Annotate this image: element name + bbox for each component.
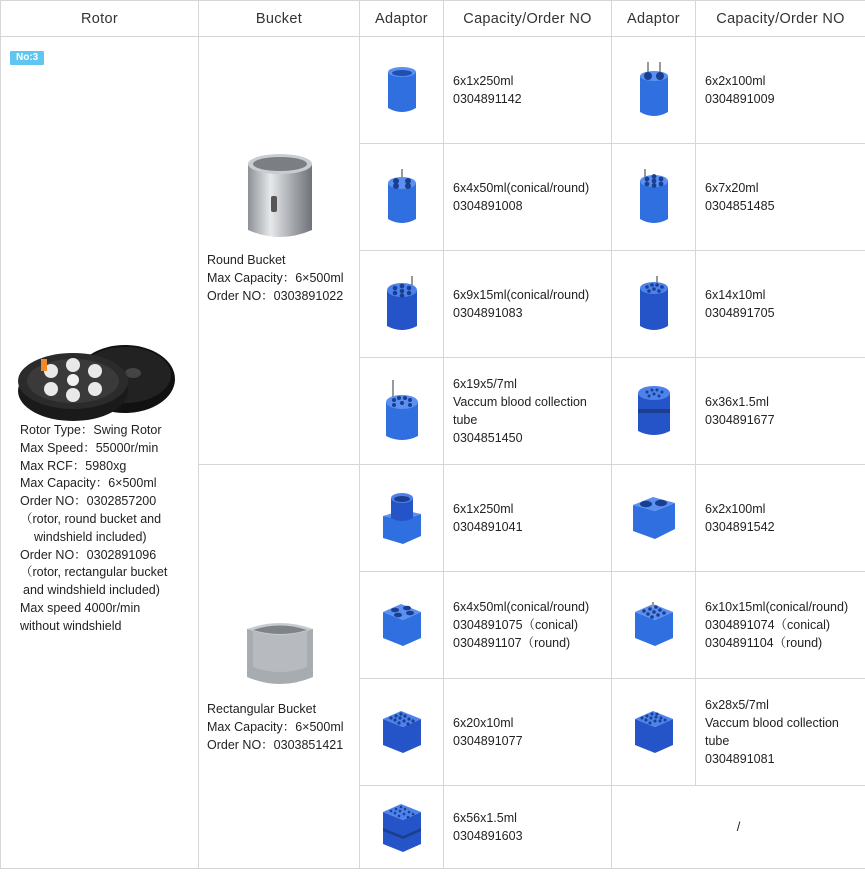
capacity-cell — [696, 37, 865, 144]
header-capacity: Capacity/Order NO — [444, 1, 612, 37]
round-bucket-image — [245, 152, 315, 244]
adaptor-image-cell — [612, 37, 696, 144]
rotor-spec-line: （rotor, round bucket and — [20, 511, 162, 526]
order-number: 0304891107（round) — [453, 636, 571, 650]
rotor-spec-line: Rotor Type：Swing Rotor — [20, 423, 162, 437]
rotor-specs — [20, 422, 167, 636]
adaptor-image-cell — [360, 358, 444, 465]
round-bucket-order: Order NO：0303891022 — [207, 288, 344, 303]
capacity-cell — [444, 144, 612, 251]
adaptor-rect-10x15-image — [631, 600, 677, 650]
adaptor-1x250-image — [384, 64, 420, 116]
order-number: 0304891142 — [453, 92, 522, 106]
order-number: 0304891041 — [453, 520, 523, 534]
order-number: 0304891083 — [453, 306, 523, 320]
adaptor-image-cell — [612, 572, 696, 679]
rect-bucket-order: Order NO：0303851421 — [207, 737, 344, 752]
capacity-text: 6x14x10ml — [705, 288, 766, 302]
table-row — [1, 37, 865, 144]
rotor-spec-line: Order NO：0302857200 — [20, 494, 157, 509]
rotor-spec-line: （rotor, rectangular bucket — [20, 565, 168, 580]
adaptor-image-cell — [360, 465, 444, 572]
order-number: 0304891009 — [705, 92, 775, 106]
round-bucket-info — [207, 252, 344, 305]
rotor-spec-line: without windshield — [20, 618, 122, 633]
adaptor-image-cell — [612, 251, 696, 358]
order-number: 0304891705 — [705, 306, 775, 320]
header-adaptor: Adaptor — [360, 1, 444, 37]
rotor-spec-line: Order NO：0302891096 — [20, 547, 157, 562]
rect-bucket-cell — [199, 465, 360, 869]
header-capacity-2: Capacity/Order NO — [696, 1, 865, 37]
order-number: 0304891074（conical) — [705, 618, 831, 632]
adaptor-rect-1x250-image — [379, 490, 425, 546]
adaptor-rect-20x10-image — [379, 707, 425, 757]
order-number: 0304891008 — [453, 199, 523, 213]
order-number: 0304891104（round) — [705, 636, 823, 650]
adaptor-image-cell — [360, 37, 444, 144]
rotor-spec-line: Max speed 4000r/min — [20, 600, 141, 615]
capacity-text: 6x10x15ml(conical/round) — [705, 600, 849, 614]
header-adaptor-2: Adaptor — [612, 1, 696, 37]
capacity-cell — [696, 465, 865, 572]
capacity-text: tube — [453, 413, 478, 427]
capacity-text: Vaccum blood collection — [453, 395, 587, 409]
rotor-number-badge: No:3 — [10, 51, 44, 65]
capacity-text: 6x19x5/7ml — [453, 377, 517, 391]
adaptor-image-cell — [612, 144, 696, 251]
round-bucket-capacity: Max Capacity：6×500ml — [207, 270, 344, 285]
adaptor-19x5-image — [382, 378, 422, 444]
adaptor-2x100-image — [636, 60, 672, 120]
adaptor-rect-4x50-image — [379, 600, 425, 650]
capacity-text: 6x2x100ml — [705, 74, 766, 88]
capacity-text: 6x7x20ml — [705, 181, 759, 195]
rect-bucket-capacity: Max Capacity：6×500ml — [207, 719, 344, 734]
order-number: 0304851450 — [453, 431, 523, 445]
adaptor-14x10-image — [636, 274, 672, 334]
header-row — [1, 1, 865, 37]
adaptor-image-cell — [360, 572, 444, 679]
rotor-spec-line: windshield included) — [34, 529, 147, 544]
capacity-cell — [696, 572, 865, 679]
capacity-cell — [444, 465, 612, 572]
capacity-cell — [444, 37, 612, 144]
header-bucket: Bucket — [199, 1, 360, 37]
capacity-cell — [444, 251, 612, 358]
capacity-cell — [696, 251, 865, 358]
adaptor-4x50-image — [384, 167, 420, 227]
rotor-spec-line: Max Capacity：6×500ml — [20, 476, 157, 491]
capacity-cell — [444, 679, 612, 786]
capacity-text: Vaccum blood collection — [705, 716, 839, 730]
adaptor-36x1.5-image — [634, 381, 674, 441]
adaptor-image-cell — [612, 358, 696, 465]
order-number: 0304891075（conical) — [453, 618, 579, 632]
swing-rotor-image — [15, 329, 177, 425]
capacity-text: 6x56x1.5ml — [453, 811, 517, 825]
capacity-text: 6x9x15ml(conical/round) — [453, 288, 590, 302]
order-number: 0304891677 — [705, 413, 775, 427]
adaptor-image-cell — [360, 144, 444, 251]
capacity-text: 6x4x50ml(conical/round) — [453, 600, 590, 614]
capacity-cell — [696, 679, 865, 786]
order-number: 0304851485 — [705, 199, 775, 213]
rect-bucket-info — [207, 701, 344, 754]
capacity-cell — [444, 786, 612, 869]
capacity-text: 6x20x10ml — [453, 716, 514, 730]
capacity-text: 6x28x5/7ml — [705, 698, 769, 712]
rect-bucket-name: Rectangular Bucket — [207, 702, 317, 716]
order-number: 0304891603 — [453, 829, 523, 843]
capacity-text: 6x1x250ml — [453, 74, 514, 88]
round-bucket-name: Round Bucket — [207, 253, 286, 267]
capacity-text: 6x36x1.5ml — [705, 395, 769, 409]
adaptor-rect-56x1.5-image — [379, 800, 425, 854]
rotor-cell — [1, 37, 199, 869]
header-rotor: Rotor — [1, 1, 199, 37]
order-number: 0304891542 — [705, 520, 775, 534]
order-number: 0304891077 — [453, 734, 523, 748]
capacity-text: tube — [705, 734, 730, 748]
adaptor-9x15-image — [383, 274, 421, 334]
rectangular-bucket-image — [243, 615, 317, 691]
adaptor-rect-2x100-image — [629, 493, 679, 543]
rotor-spec-line: and windshield included) — [23, 583, 160, 598]
adaptor-image-cell — [360, 786, 444, 869]
order-number: 0304891081 — [705, 752, 775, 766]
round-bucket-cell — [199, 37, 360, 465]
adaptor-image-cell — [612, 679, 696, 786]
adaptor-image-cell — [612, 465, 696, 572]
capacity-cell — [696, 144, 865, 251]
empty-cell-placeholder: / — [612, 786, 865, 869]
adaptor-image-cell — [360, 679, 444, 786]
capacity-cell — [444, 358, 612, 465]
capacity-cell — [444, 572, 612, 679]
rotor-spec-line: Max Speed：55000r/min — [20, 440, 159, 455]
capacity-cell — [696, 358, 865, 465]
capacity-text: 6x2x100ml — [705, 502, 766, 516]
adaptor-rect-28x5-image — [631, 707, 677, 757]
capacity-text: 6x4x50ml(conical/round) — [453, 181, 590, 195]
adaptor-image-cell — [360, 251, 444, 358]
capacity-text: 6x1x250ml — [453, 502, 514, 516]
rotor-spec-line: Max RCF：5980xg — [20, 458, 127, 473]
adaptor-7x20-image — [636, 167, 672, 227]
